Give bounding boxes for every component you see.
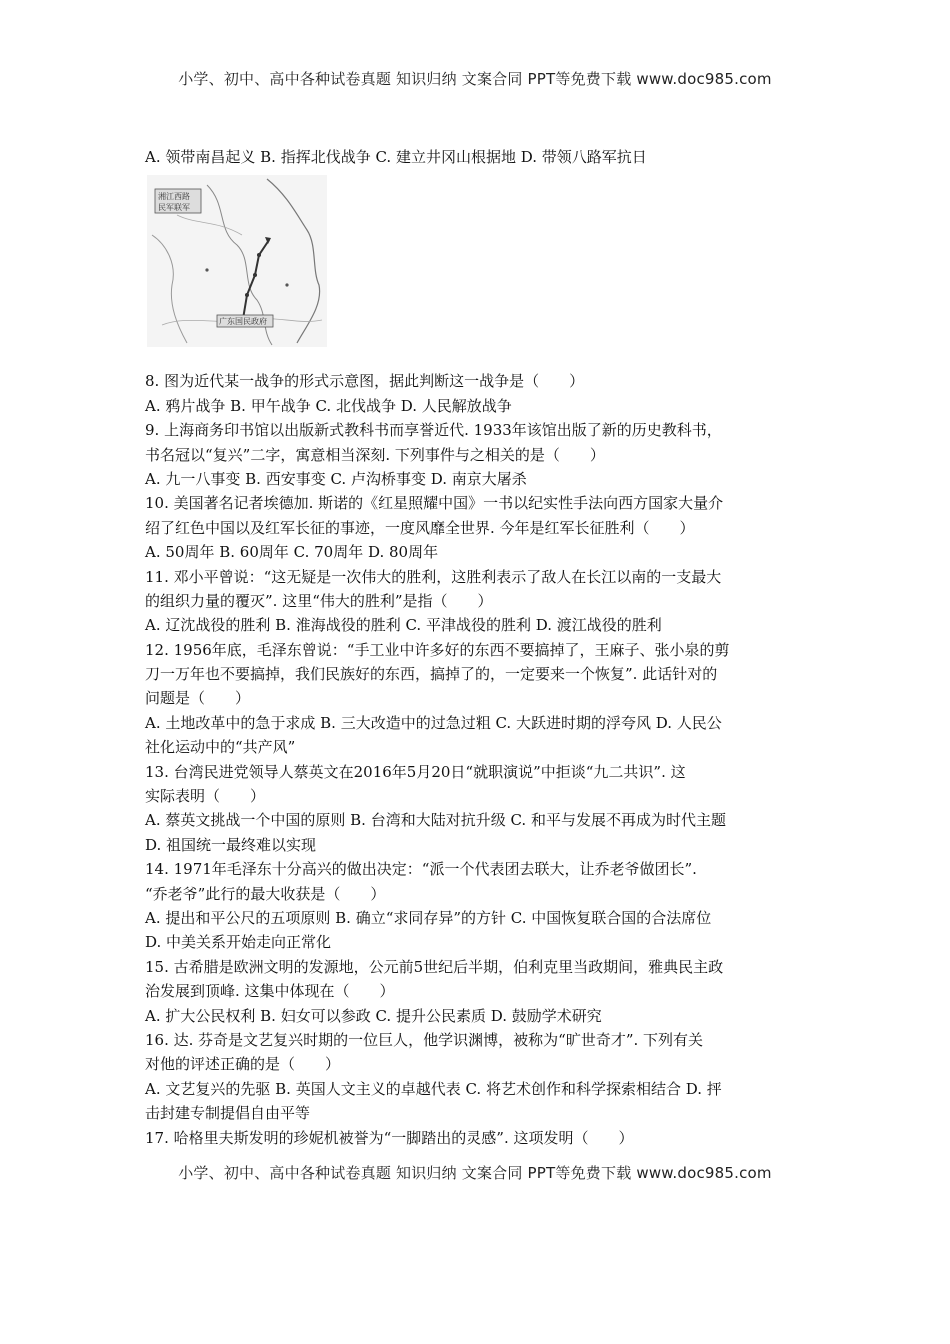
- question-line: A. 文艺复兴的先驱 B. 英国人文主义的卓越代表 C. 将艺术创作和科学探索相结合 D. 抨: [145, 1079, 722, 1098]
- question-line: 11. 邓小平曾说：“这无疑是一次伟大的胜利，这胜利表示了敌人在长江以南的一支最大: [145, 567, 722, 586]
- question-line: 17. 哈格里夫斯发明的珍妮机被誉为“一脚踏出的灵感”. 这项发明（ ）: [145, 1128, 634, 1147]
- question-line: 问题是（ ）: [145, 689, 251, 708]
- question-line: A. 九一八事变 B. 西安事变 C. 卢沟桥事变 D. 南京大屠杀: [145, 469, 527, 488]
- question-line: 10. 美国著名记者埃德加. 斯诺的《红星照耀中国》一书以纪实性手法向西方国家大量介: [145, 494, 724, 513]
- page-header: 小学、初中、高中各种试卷真题 知识归纳 文案合同 PPT等免费下载 www.doc985.com: [178, 70, 772, 88]
- question-line: A. 提出和平公尺的五项原则 B. 确立“求同存异”的方针 C. 中国恢复联合国的合法席位: [145, 908, 712, 927]
- question-line: D. 中美关系开始走向正常化: [145, 933, 332, 952]
- page-footer: 小学、初中、高中各种试卷真题 知识归纳 文案合同 PPT等免费下载 www.doc985.com: [178, 1164, 772, 1182]
- question-line: 实际表明（ ）: [145, 787, 266, 806]
- exam-content: [145, 145, 815, 1150]
- question-line: A. 土地改革中的急于求成 B. 三大改造中的过急过粗 C. 大跃进时期的浮夸风 D. 人民公: [145, 713, 722, 732]
- question-line: 对他的评述正确的是（ ）: [145, 1055, 341, 1074]
- war-map-figure: [147, 175, 327, 347]
- question-line: 书名冠以“复兴”二字，寓意相当深刻. 下列事件与之相关的是（ ）: [145, 445, 605, 464]
- question-line: “乔老爷”此行的最大收获是（ ）: [145, 884, 386, 903]
- question-line: D. 祖国统一最终难以实现: [145, 835, 317, 854]
- question-line: 15. 古希腊是欧洲文明的发源地，公元前5世纪后半期，伯利克里当政期间，雅典民主政: [145, 957, 724, 976]
- map-label: 湘江西路: [158, 192, 190, 202]
- question-line: 12. 1956年底，毛泽东曾说：“手工业中许多好的东西不要搞掉了，王麻子、张小泉的剪: [145, 640, 730, 659]
- question-line: 刀一万年也不要搞掉，我们民族好的东西，搞掉了的，一定要来一个恢复”. 此话针对的: [145, 665, 718, 684]
- question-line: A. 蔡英文挑战一个中国的原则 B. 台湾和大陆对抗升级 C. 和平与发展不再成为时代主题: [145, 811, 726, 830]
- question-line: 9. 上海商务印书馆以出版新式教科书而享誉近代. 1933年该馆出版了新的历史教科书，: [145, 421, 722, 440]
- question-line: A. 领带南昌起义 B. 指挥北伐战争 C. 建立井冈山根据地 D. 带领八路军抗日: [145, 148, 647, 166]
- map-label: 广东国民政府: [219, 317, 267, 327]
- question-line: A. 鸦片战争 B. 甲午战争 C. 北伐战争 D. 人民解放战争: [145, 396, 512, 415]
- question-line: 8. 图为近代某一战争的形式示意图，据此判断这一战争是（ ）: [145, 372, 585, 391]
- question-line: 16. 达. 芬奇是文艺复兴时期的一位巨人，他学识渊博，被称为“旷世奇才”. 下列有关: [145, 1030, 704, 1049]
- question-line: 14. 1971年毛泽东十分高兴的做出决定：“派一个代表团去联大，让乔老爷做团长”.: [145, 860, 697, 879]
- question-line: 的组织力量的覆灭”. 这里“伟大的胜利”是指（ ）: [145, 591, 493, 610]
- question-line: 绍了红色中国以及红军长征的事迹，一度风靡全世界. 今年是红军长征胜利（ ）: [145, 518, 695, 537]
- map-label: 民军联军: [158, 203, 190, 213]
- question-line: A. 辽沈战役的胜利 B. 淮海战役的胜利 C. 平津战役的胜利 D. 渡江战役的胜利: [145, 616, 662, 635]
- question-line: A. 50周年 B. 60周年 C. 70周年 D. 80周年: [145, 543, 439, 562]
- question-line: A. 扩大公民权利 B. 妇女可以参政 C. 提升公民素质 D. 鼓励学术研究: [145, 1006, 602, 1025]
- question-line: 13. 台湾民进党领导人蔡英文在2016年5月20日“就职演说”中拒谈“九二共识”. 这: [145, 762, 686, 781]
- question-line: 击封建专制提倡自由平等: [145, 1104, 311, 1123]
- question-line: 治发展到顶峰. 这集中体现在（ ）: [145, 982, 395, 1001]
- question-line: 社化运动中的“共产风”: [145, 738, 296, 757]
